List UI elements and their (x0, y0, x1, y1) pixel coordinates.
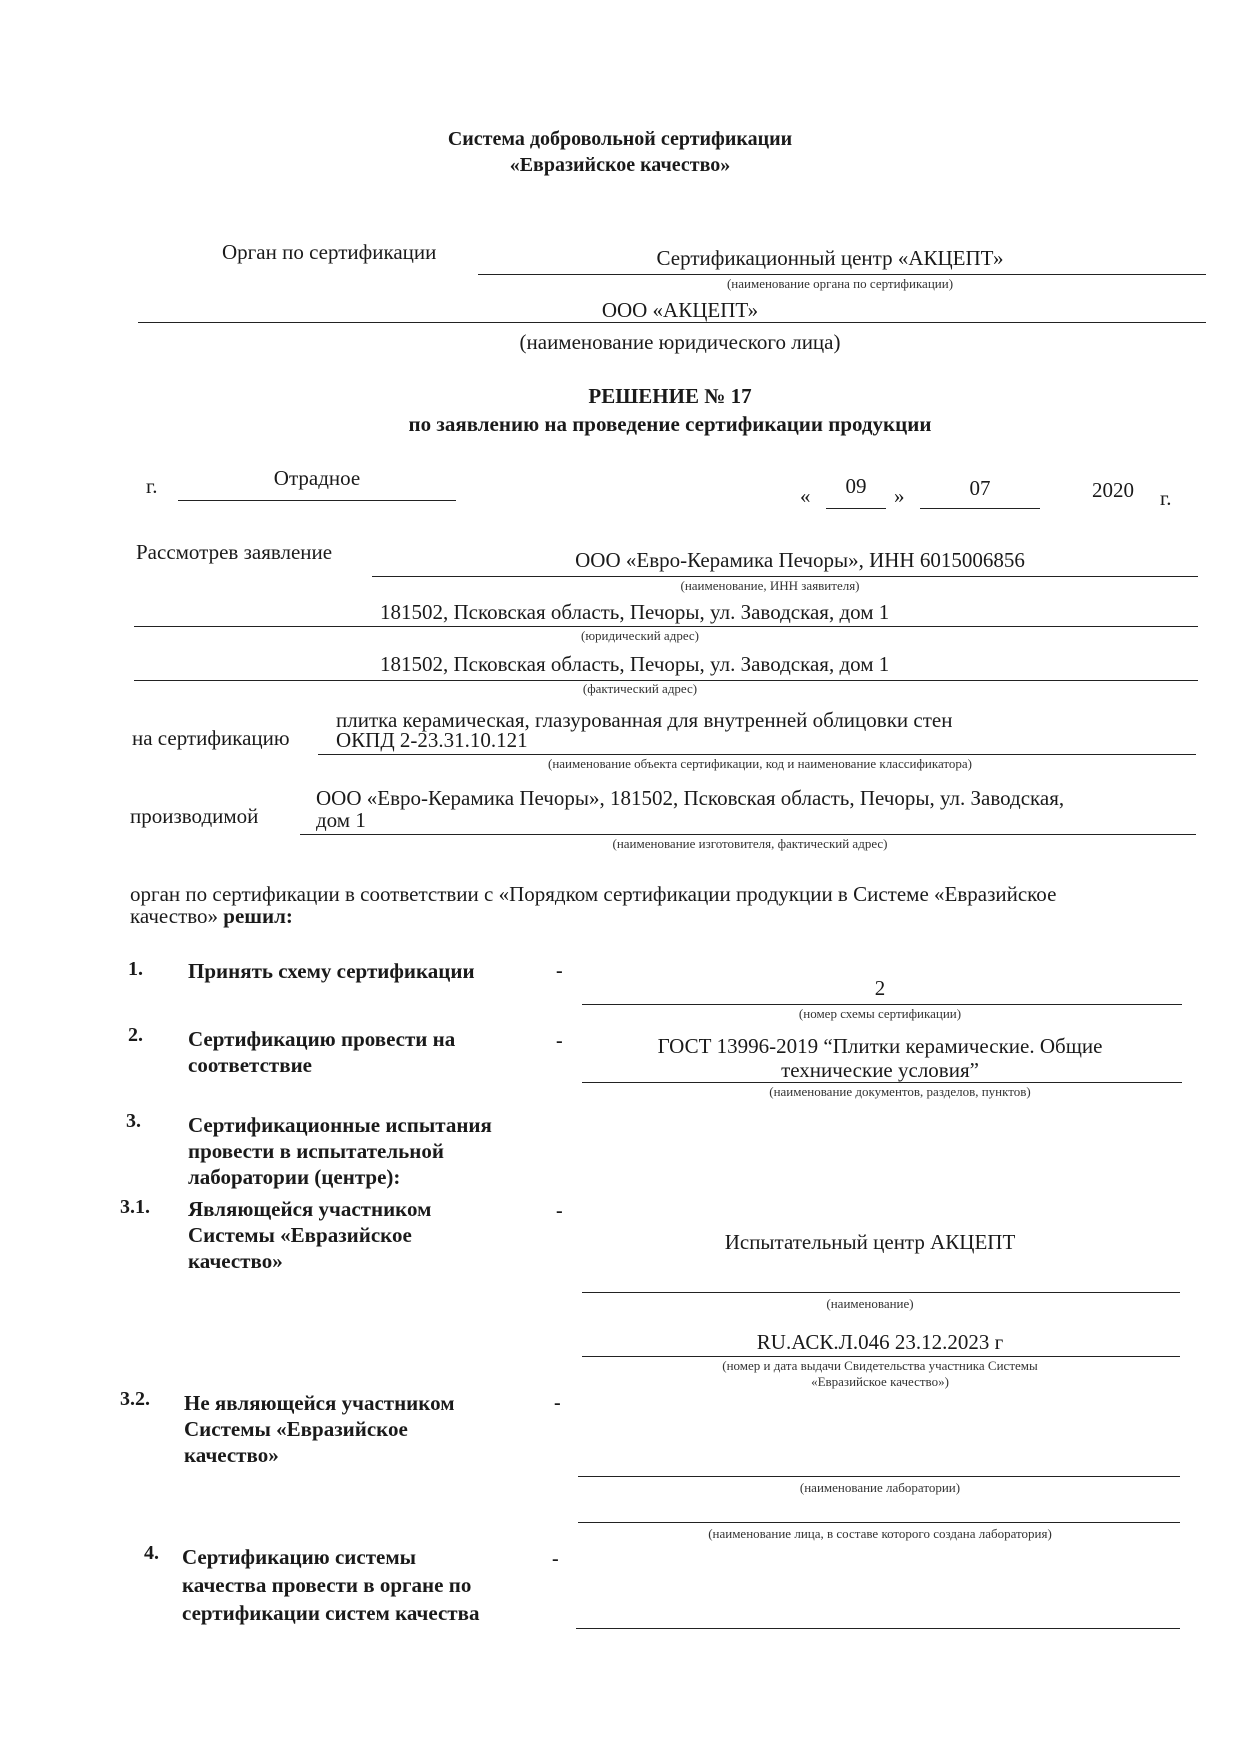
applicant-underline (372, 576, 1198, 577)
item-2-value-line1: ГОСТ 13996-2019 “Плитки керамические. Общие (657, 1034, 1103, 1058)
item-3-number: 3. (126, 1110, 141, 1132)
decision-title: РЕШЕНИЕ № 17 (588, 384, 752, 408)
legal-address-caption: (юридический адрес) (580, 628, 700, 643)
item-3-1-certificate-underline (582, 1356, 1180, 1357)
item-3-1-certificate: RU.АСК.Л.046 23.12.2023 г (756, 1330, 1004, 1354)
item-3-2-lab-underline (578, 1476, 1180, 1477)
manufacturer-underline (300, 834, 1196, 835)
item-3-2-text-line2: Системы «Евразийское (184, 1417, 408, 1441)
certification-body-caption: (наименование органа по сертификации) (726, 276, 954, 291)
item-3-text-line2: провести в испытательной (188, 1139, 444, 1163)
item-3-1-dash: - (556, 1200, 563, 1222)
object-caption: (наименование объекта сертификации, код и наименование классификатора) (547, 756, 972, 771)
actual-address-caption: (фактический адрес) (582, 681, 698, 696)
date-month-underline (920, 508, 1040, 509)
legal-entity-underline (138, 322, 1206, 323)
item-3-1-text-line3: качество» (188, 1249, 283, 1273)
legal-address-underline (134, 626, 1198, 627)
decision-subtitle: по заявлению на проведение сертификации продукции (408, 412, 932, 436)
applicant-caption: (наименование, ИНН заявителя) (680, 578, 860, 593)
item-3-1-caption: (наименование) (826, 1296, 914, 1311)
item-1-underline (582, 1004, 1182, 1005)
item-2-dash: - (556, 1030, 563, 1052)
item-2-underline (582, 1082, 1182, 1083)
city-underline (178, 500, 456, 501)
certification-body-label: Орган по сертификации (222, 240, 437, 264)
item-3-1-text-line1: Являющейся участником (188, 1197, 432, 1221)
item-3-1-certificate-caption-line1: (номер и дата выдачи Свидетельства участника Системы (722, 1358, 1038, 1373)
object-label: на сертификацию (132, 726, 290, 750)
date-day-underline (826, 508, 886, 509)
item-3-2-dash: - (554, 1392, 561, 1414)
manufacturer-line2: дом 1 (316, 808, 366, 832)
decision-intro-line1: орган по сертификации в соответствии с «Порядком сертификации продукции в Системе «Евразийское (130, 882, 1057, 906)
date-month: 07 (969, 476, 991, 500)
item-3-1-number: 3.1. (120, 1196, 150, 1218)
manufacturer-line1: ООО «Евро-Керамика Печоры», 181502, Псковская область, Печоры, ул. Заводская, (316, 786, 1065, 810)
decision-intro-text: качество» (130, 904, 224, 928)
item-1-text: Принять схему сертификации (188, 959, 475, 983)
item-2-text-line1: Сертификацию провести на (188, 1027, 456, 1051)
system-title-line2: «Евразийское качество» (509, 154, 731, 176)
object-line2: ОКПД 2-23.31.10.121 (336, 728, 528, 752)
actual-address-value: 181502, Псковская область, Печоры, ул. Заводская, дом 1 (380, 652, 890, 676)
item-3-2-text-line1: Не являющейся участником (184, 1391, 455, 1415)
item-3-2-caption-line1: (наименование лаборатории) (799, 1480, 961, 1495)
item-4-number: 4. (144, 1542, 159, 1564)
applicant-value: ООО «Евро-Керамика Печоры», ИНН 6015006856 (575, 548, 1025, 572)
manufacturer-caption: (наименование изготовителя, фактический адрес) (612, 836, 888, 851)
item-4-text-line2: качества провести в органе по (182, 1573, 472, 1597)
legal-entity-caption: (наименование юридического лица) (519, 330, 841, 354)
decision-intro-line2 (130, 904, 293, 929)
item-4-text-line3: сертификации систем качества (182, 1601, 480, 1625)
date-quote-open: « (800, 484, 811, 508)
date-quote-close: » (894, 484, 905, 508)
item-1-value: 2 (874, 976, 886, 1000)
item-4-text-line1: Сертификацию системы (182, 1545, 417, 1569)
certification-body-value: Сертификационный центр «АКЦЕПТ» (656, 246, 1004, 270)
date-day: 09 (845, 474, 867, 498)
item-3-1-value: Испытательный центр АКЦЕПТ (724, 1230, 1016, 1254)
item-4-underline (576, 1628, 1180, 1629)
item-2-text-line2: соответствие (188, 1053, 312, 1077)
item-3-2-text-line3: качество» (184, 1443, 279, 1467)
item-2-caption: (наименование документов, разделов, пунктов) (769, 1084, 1031, 1099)
item-3-2-number: 3.2. (120, 1388, 150, 1410)
date-year-suffix: г. (1160, 486, 1172, 510)
item-3-text-line3: лаборатории (центре): (188, 1165, 401, 1189)
item-3-2-caption-line2: (наименование лица, в составе которого создана лаборатория) (708, 1526, 1052, 1541)
item-1-number: 1. (128, 958, 143, 980)
item-3-1-underline (582, 1292, 1180, 1293)
object-underline (318, 754, 1196, 755)
system-title-line1: Система добровольной сертификации (447, 128, 793, 150)
item-3-2-owner-underline (578, 1522, 1180, 1523)
legal-entity-value: ООО «АКЦЕПТ» (601, 298, 759, 322)
item-4-dash: - (552, 1548, 559, 1570)
certification-body-underline (478, 274, 1206, 275)
decision-intro-resolved: решил: (223, 904, 293, 928)
city-prefix: г. (146, 474, 158, 498)
item-3-1-text-line2: Системы «Евразийское (188, 1223, 412, 1247)
object-line1: плитка керамическая, глазурованная для внутренней облицовки стен (336, 708, 953, 732)
manufacturer-label: производимой (130, 804, 259, 828)
date-year: 2020 (1092, 478, 1134, 502)
item-2-number: 2. (128, 1024, 143, 1046)
item-1-dash: - (556, 960, 563, 982)
item-2-value-line2: технические условия” (781, 1058, 979, 1082)
applicant-label: Рассмотрев заявление (136, 540, 333, 564)
item-3-1-certificate-caption-line2: «Евразийское качество») (811, 1374, 949, 1389)
city-value: Отрадное (273, 466, 361, 490)
legal-address-value: 181502, Псковская область, Печоры, ул. Заводская, дом 1 (380, 600, 890, 624)
item-1-caption: (номер схемы сертификации) (798, 1006, 962, 1021)
item-3-text-line1: Сертификационные испытания (188, 1113, 492, 1137)
